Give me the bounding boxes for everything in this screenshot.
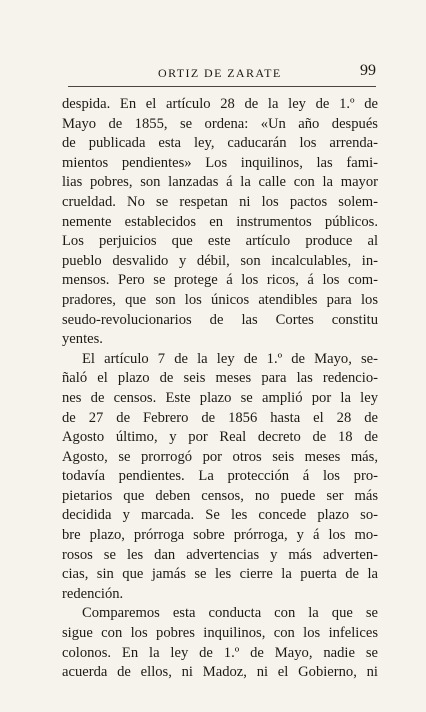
text-line: mensos. Pero se protege á los ricos, á los com- bbox=[62, 272, 378, 289]
header-rule bbox=[68, 86, 376, 87]
page-header bbox=[68, 62, 376, 84]
text-line: Los perjuicios que este artículo produce al bbox=[62, 233, 378, 250]
text-line: crueldad. No se respetan ni los pactos solem- bbox=[62, 193, 378, 210]
text-line: nes de censos. Este plazo se amplió por la ley bbox=[62, 389, 378, 406]
text-line: de 27 de Febrero de 1856 hasta el 28 de bbox=[62, 409, 378, 426]
text-line: bre plazo, prórroga sobre prórroga, y á los mo- bbox=[62, 527, 378, 544]
text-line: decidida y marcada. Se les concede plazo so- bbox=[62, 507, 378, 524]
text-line: pradores, que son los únicos atendibles para los bbox=[62, 291, 378, 308]
text-line: lias pobres, son lanzadas á la calle con la mayor bbox=[62, 174, 378, 191]
text-line: seudo-revolucionarios de las Cortes constitu bbox=[62, 311, 378, 328]
text-line: despida. En el artículo 28 de la ley de 1.º de bbox=[62, 96, 378, 112]
body-text bbox=[62, 95, 378, 683]
text-line: Agosto último, y por Real decreto de 18 de bbox=[62, 429, 378, 446]
text-line: Mayo de 1855, se ordena: «Un año después bbox=[62, 115, 378, 132]
page-number: 99 bbox=[360, 62, 376, 79]
text-line: pietarios que deben censos, no puede ser más bbox=[62, 487, 378, 504]
text-line: mientos pendientes» Los inquilinos, las fami- bbox=[62, 154, 378, 171]
text-line: pueblo desvalido y débil, son incalculables, in- bbox=[62, 252, 378, 269]
text-line: rosos se les dan advertencias y más adverten- bbox=[62, 546, 378, 563]
text-line: de publicada esta ley, caducarán los arrenda- bbox=[62, 135, 378, 152]
text-line: nemente establecidos en instrumentos públicos. bbox=[62, 213, 378, 230]
text-line: ñaló el plazo de seis meses para las redencio- bbox=[62, 370, 378, 387]
text-line: El artículo 7 de la ley de 1.º de Mayo, se- bbox=[82, 350, 378, 367]
text-line: redención. bbox=[62, 585, 124, 602]
text-line: Comparemos esta conducta con la que se bbox=[82, 605, 378, 622]
text-line: Agosto, se prorrogó por otros seis meses más, bbox=[62, 448, 378, 465]
text-line: sigue con los pobres inquilinos, con los infelices bbox=[62, 625, 378, 642]
running-head: ORTIZ DE ZARATE bbox=[158, 66, 282, 80]
text-line: todavía pendientes. La protección á los pro- bbox=[62, 468, 378, 485]
text-line: acuerda de ellos, ni Madoz, ni el Gobierno, ni bbox=[62, 664, 378, 681]
text-line: cias, sin que jamás se les cierre la puerta de la bbox=[62, 566, 378, 583]
text-line: yentes. bbox=[62, 331, 103, 348]
text-line: colonos. En la ley de 1.º de Mayo, nadie se bbox=[62, 644, 378, 661]
